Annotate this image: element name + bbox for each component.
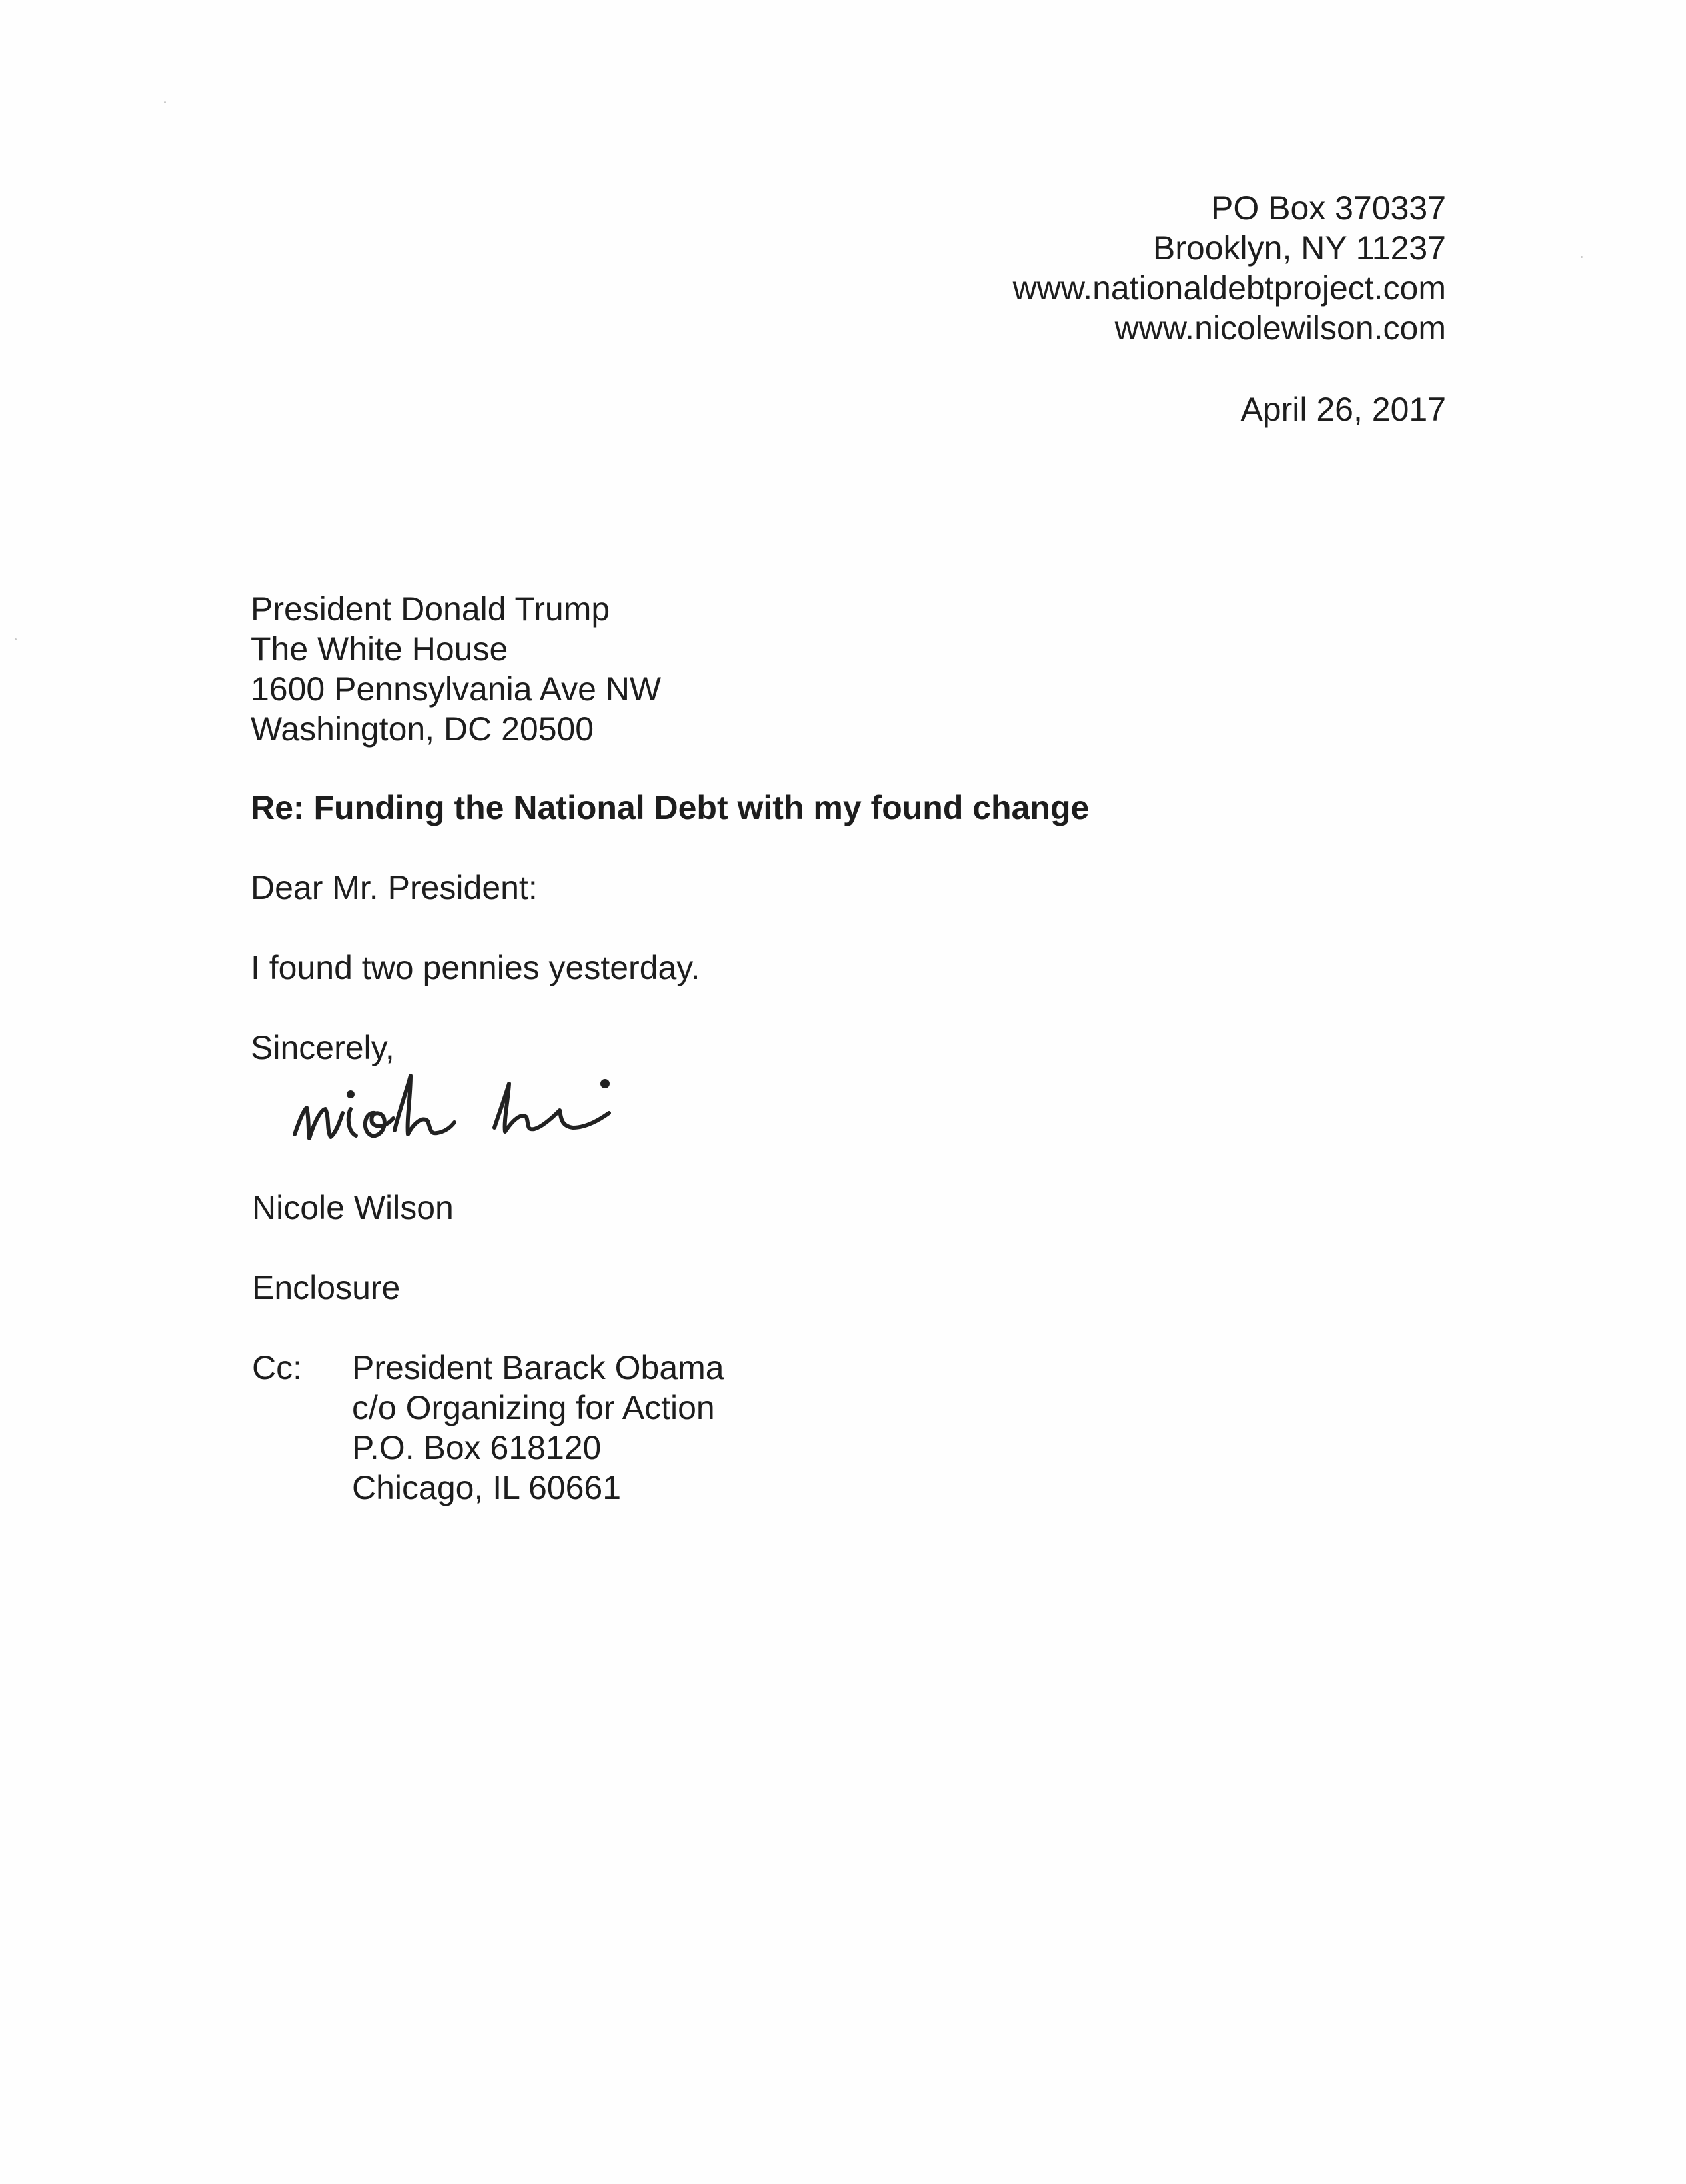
subject-line: Re: Funding the National Debt with my found change [251,789,1090,826]
recipient-address-line: The White House [251,630,508,668]
recipient-address [251,589,661,749]
paper-speck [164,101,166,103]
cc-address [352,1348,724,1508]
letter-body: I found two pennies yesterday. [251,949,700,986]
signature-dot [347,1090,355,1098]
complimentary-closing: Sincerely, [251,1029,395,1066]
signature-dot [600,1079,610,1088]
signature-stroke [295,1108,343,1138]
sender-address-line: PO Box 370337 [1210,189,1446,227]
signature-stroke [494,1084,609,1132]
recipient-address-line: Washington, DC 20500 [251,710,594,748]
cc-address-line: Chicago, IL 60661 [352,1469,622,1506]
salutation: Dear Mr. President: [251,869,538,906]
paper-speck [15,638,17,640]
sender-website-line: www.nationaldebtproject.com [1012,269,1446,307]
cc-address-line: President Barack Obama [352,1349,724,1386]
recipient-address-line: 1600 Pennsylvania Ave NW [251,670,662,708]
sender-address-line: Brooklyn, NY 11237 [1152,229,1446,267]
signature-stroke [365,1113,393,1136]
signature-stroke [349,1109,356,1136]
recipient-address-line: President Donald Trump [251,590,610,628]
handwritten-signature [287,1060,660,1160]
cc-label: Cc: [252,1349,302,1386]
paper-speck [1581,256,1583,258]
sender-website-line: www.nicolewilson.com [1114,309,1446,347]
signature-stroke [395,1076,454,1134]
sender-address [1013,188,1446,348]
cc-address-line: P.O. Box 618120 [352,1429,602,1466]
enclosure-notation: Enclosure [252,1269,401,1306]
letter-date: April 26, 2017 [1240,391,1446,428]
cc-address-line: c/o Organizing for Action [352,1389,715,1426]
signer-name: Nicole Wilson [252,1189,454,1226]
